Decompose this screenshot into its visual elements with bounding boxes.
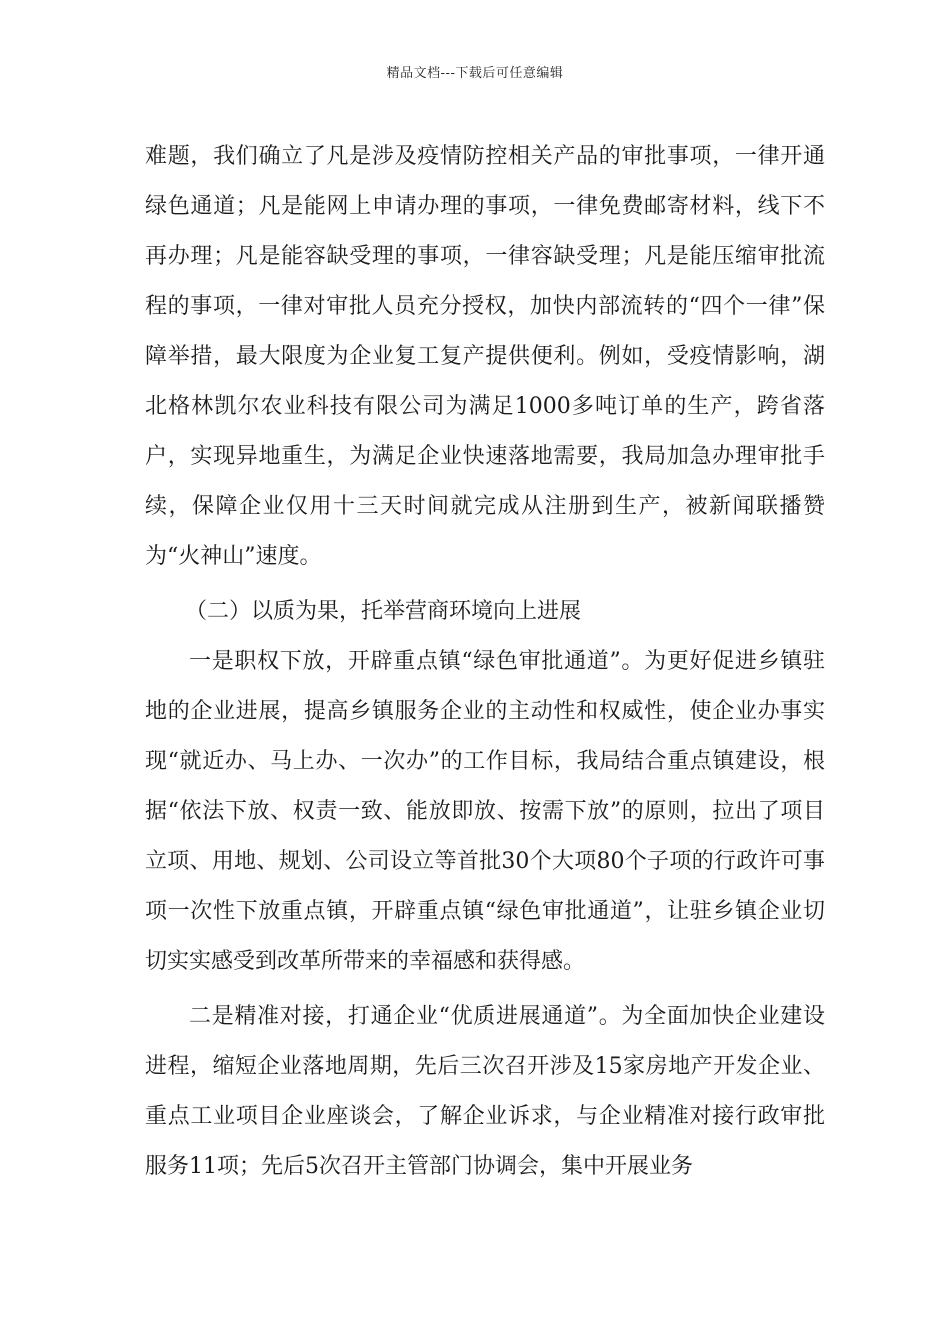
paragraph-power-delegation: 一是职权下放，开辟重点镇“绿色审批通道”。为更好促进乡镇驻地的企业进展，提高乡镇服务企业的主动性和权威性，使企业办事实现“就近办、马上办、一次办”的工作目标，我局结合重点镇建设，根据“依法下放、权责一致、能放即放、按需下放”的原则，拉出了项目立项、用地、规划、公司设立等首批30个大项80个子项的行政许可事项一次性下放重点镇，开辟重点镇“绿色审批通道”，让驻乡镇企业切切实实感受到改革所带来的幸福感和获得感。 [145,649,825,974]
section-heading-2: （二）以质为果，托举营商环境向上进展 [185,599,582,624]
page-header-watermark: 精品文档---下载后可任意编辑 [386,66,564,81]
paragraph-precise-docking: 二是精准对接，打通企业“优质进展通道”。为全面加快企业建设进程，缩短企业落地周期，先后三次召开涉及15家房地产开发企业、重点工业项目企业座谈会，了解企业诉求，与企业精准对接行政审批服务11项；先后5次召开主管部门协调会，集中开展业务 [145,1004,825,1179]
document-body [145,132,825,1192]
paragraph-approval-measures: 难题，我们确立了凡是涉及疫情防控相关产品的审批事项，一律开通绿色通道；凡是能网上申请办理的事项，一律免费邮寄材料，线下不再办理；凡是能容缺受理的事项，一律容缺受理；凡是能压缩审批流程的事项，一律对审批人员充分授权，加快内部流转的“四个一律”保障举措，最大限度为企业复工复产提供便利。例如，受疫情影响，湖北格林凯尔农业科技有限公司为满足1000多吨订单的生产，跨省落户，实现异地重生，为满足企业快速落地需要，我局加急办理审批手续，保障企业仅用十三天时间就完成从注册到生产，被新闻联播赞为“火神山”速度。 [145,144,825,569]
